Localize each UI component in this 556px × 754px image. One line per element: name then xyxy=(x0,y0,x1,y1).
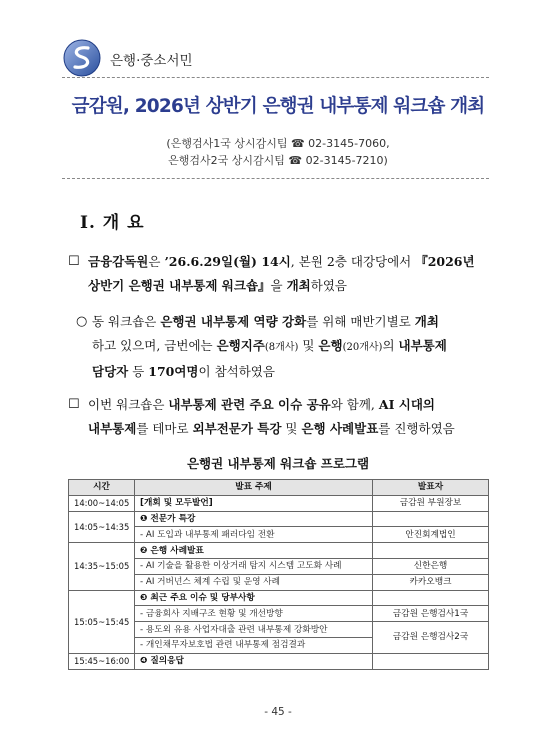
text: 하고 있으며, 금번에는 xyxy=(92,338,217,353)
circle-marker: ○ xyxy=(76,314,88,329)
text-bold: 170여명 xyxy=(148,364,199,379)
topic-cell: - 개인채무자보호법 관련 내부통제 점검결과 xyxy=(135,637,373,653)
text-bold: 담당자 xyxy=(92,364,129,379)
paragraph-1 xyxy=(88,250,475,298)
text: 를 위해 매반기별로 xyxy=(306,314,415,329)
text: 및 xyxy=(281,421,302,436)
paragraph-2-line-2 xyxy=(92,334,447,360)
presenter-cell: 금감원 은행검사1국 xyxy=(373,606,489,622)
text-small: (20개사) xyxy=(342,342,383,353)
text-bold: 상반기 은행권 내부통제 워크숍』 xyxy=(88,278,271,293)
section-heading: Ⅰ. 개 요 xyxy=(80,213,145,233)
text-bold: 『2026년 xyxy=(415,254,475,269)
contact-divider xyxy=(62,178,489,179)
text-small: (8개사) xyxy=(264,342,299,353)
text-bold: 내부통제 관련 주요 이슈 공유 xyxy=(168,397,331,412)
presenter-cell: 카카오뱅크 xyxy=(373,574,489,590)
header xyxy=(62,38,492,78)
time-cell: 14:35~15:05 xyxy=(69,543,135,590)
page-number: - 45 - xyxy=(264,706,292,718)
text: 이 참석하였음 xyxy=(198,364,275,379)
header-divider xyxy=(62,77,489,78)
paragraph-2-line-3 xyxy=(92,360,447,384)
text-bold: 금융감독원 xyxy=(88,254,149,269)
table-row xyxy=(69,543,489,559)
paragraph-3-line-2 xyxy=(88,417,455,441)
text: 은 xyxy=(148,254,165,269)
text: 등 xyxy=(128,364,149,379)
topic-cell: ❷ 은행 사례발표 xyxy=(135,543,373,559)
checkbox-marker-2: ☐ xyxy=(68,397,80,412)
paragraph-2 xyxy=(92,310,447,384)
program-title: 은행권 내부통제 워크숍 프로그램 xyxy=(186,456,370,471)
text-bold: 개최 xyxy=(286,278,311,293)
text-bold: 은행 사례발표 xyxy=(301,421,379,436)
topic-cell: ❸ 최근 주요 이슈 및 당부사항 xyxy=(135,590,373,606)
text: 하였음 xyxy=(310,278,347,293)
topic-cell: - 금융회사 지배구조 현황 및 개선방향 xyxy=(135,606,373,622)
topic-cell: [개회 및 모두발언] xyxy=(135,495,373,511)
table-row xyxy=(69,511,489,527)
text: 을 xyxy=(270,278,287,293)
presenter-cell xyxy=(373,590,489,606)
page-title: 금감원, 2026년 상반기 은행권 내부통제 워크숍 개최 xyxy=(71,96,485,117)
presenter-cell xyxy=(373,543,489,559)
presenter-cell xyxy=(373,653,489,669)
topic-cell: - AI 도입과 내부통제 패러다임 전환 xyxy=(135,527,373,543)
column-header-presenter: 발표자 xyxy=(373,480,489,496)
column-header-time: 시간 xyxy=(69,480,135,496)
presenter-cell: 신한은행 xyxy=(373,558,489,574)
topic-cell: ❶ 전문가 특강 xyxy=(135,511,373,527)
checkbox-marker-1: ☐ xyxy=(68,254,80,269)
table-row xyxy=(69,653,489,669)
time-cell: 15:45~16:00 xyxy=(69,653,135,669)
text: 와 함께, xyxy=(330,397,379,412)
table-row xyxy=(69,590,489,606)
paragraph-2-line-1 xyxy=(92,310,447,334)
presenter-cell: 금감원 은행검사2국 xyxy=(373,622,489,654)
paragraph-1-line-1 xyxy=(88,250,475,274)
text: , 본원 2층 대강당에서 xyxy=(290,254,416,269)
text-bold: 내부통제 xyxy=(398,338,447,353)
text: 동 워크숍은 xyxy=(92,314,161,329)
contact-line-1: (은행검사1국 상시감시팀 ☎ 02-3145-7060, xyxy=(166,137,390,150)
table-header-row xyxy=(69,480,489,496)
topic-cell: - AI 기술을 활용한 이상거래 탐지 시스템 고도화 사례 xyxy=(135,558,373,574)
fss-logo-icon xyxy=(62,38,102,78)
header-label: 은행·중소서민 xyxy=(110,53,193,69)
text-bold: 내부통제 xyxy=(88,421,137,436)
time-cell: 15:05~15:45 xyxy=(69,590,135,653)
program-table xyxy=(68,479,489,670)
text: 를 진행하였음 xyxy=(378,421,455,436)
table-row xyxy=(69,495,489,511)
paragraph-3 xyxy=(88,393,455,441)
text-bold: 은행 xyxy=(318,338,343,353)
time-cell: 14:05~14:35 xyxy=(69,511,135,543)
presenter-cell: 금감원 부원장보 xyxy=(373,495,489,511)
paragraph-3-line-1 xyxy=(88,393,455,417)
topic-cell: - 용도외 유용 사업자대출 관련 내부통제 강화방안 xyxy=(135,622,373,638)
text-bold: ’26.6.29일(월) 14시 xyxy=(164,254,291,269)
presenter-cell: 안진회계법인 xyxy=(373,527,489,543)
topic-cell: ❹ 질의응답 xyxy=(135,653,373,669)
time-cell: 14:00~14:05 xyxy=(69,495,135,511)
contact-line-2: 은행검사2국 상시감시팀 ☎ 02-3145-7210) xyxy=(168,154,388,167)
text: 이번 워크숍은 xyxy=(88,397,169,412)
text-bold: 외부전문가 특강 xyxy=(192,421,282,436)
text-bold: 은행지주 xyxy=(216,338,265,353)
text: 및 xyxy=(298,338,319,353)
text-bold: AI 시대의 xyxy=(378,397,435,412)
text-bold: 은행권 내부통제 역량 강화 xyxy=(160,314,307,329)
paragraph-1-line-2 xyxy=(88,274,475,298)
text: 를 테마로 xyxy=(136,421,193,436)
text: 의 xyxy=(382,338,399,353)
topic-cell: - AI 거버넌스 체계 수립 및 운영 사례 xyxy=(135,574,373,590)
text-bold: 개최 xyxy=(414,314,439,329)
column-header-topic: 발표 주제 xyxy=(135,480,373,496)
presenter-cell xyxy=(373,511,489,527)
